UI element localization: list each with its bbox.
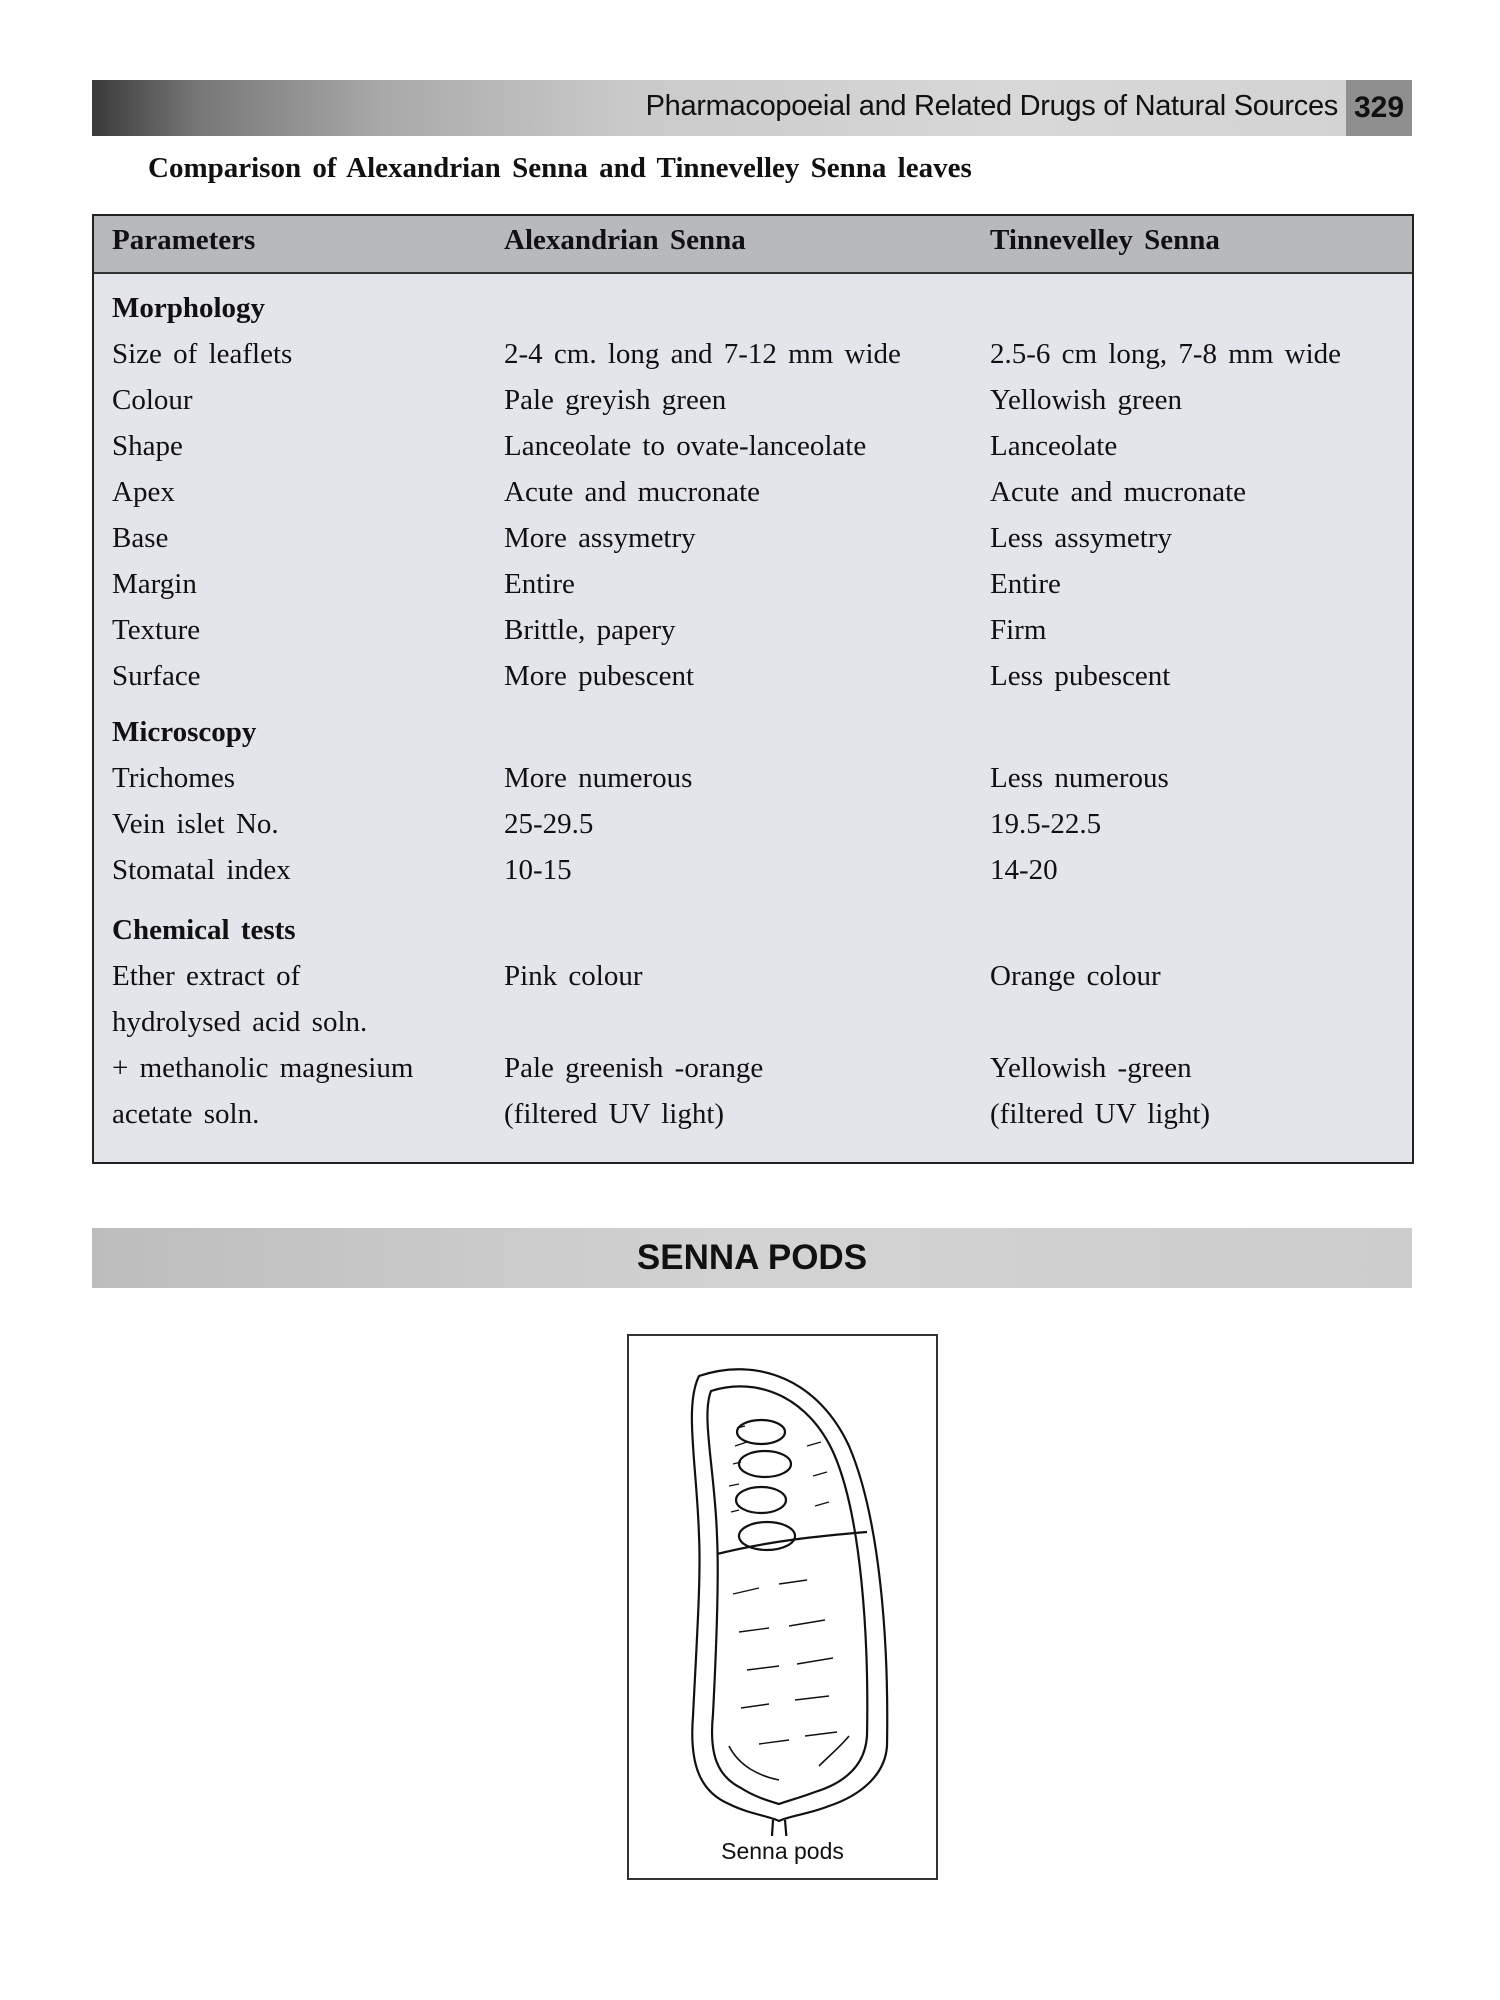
alexandrian-value: Brittle, papery bbox=[504, 614, 676, 646]
alexandrian-value: 25-29.5 bbox=[504, 808, 594, 840]
tinnevelley-value: Orange colour bbox=[990, 960, 1161, 992]
row-label: Base bbox=[112, 522, 169, 554]
alexandrian-value: (filtered UV light) bbox=[504, 1098, 725, 1130]
alexandrian-value: Pink colour bbox=[504, 960, 643, 992]
row-label: Trichomes bbox=[112, 762, 235, 794]
tinnevelley-value: Firm bbox=[990, 614, 1047, 646]
figure-senna-pods bbox=[627, 1334, 938, 1880]
table-caption: Comparison of Alexandrian Senna and Tinnevelley Senna leaves bbox=[148, 152, 972, 184]
row-label: hydrolysed acid soln. bbox=[112, 1006, 368, 1038]
alexandrian-value: 10-15 bbox=[504, 854, 572, 886]
tinnevelley-value: Entire bbox=[990, 568, 1061, 600]
row-label: + methanolic magnesium bbox=[112, 1052, 414, 1084]
page-header bbox=[92, 80, 1412, 136]
alexandrian-value: Pale greyish green bbox=[504, 384, 727, 416]
row-label: Stomatal index bbox=[112, 854, 291, 886]
row-label: Apex bbox=[112, 476, 175, 508]
section-heading-band bbox=[92, 1228, 1412, 1288]
alexandrian-value: More assymetry bbox=[504, 522, 696, 554]
alexandrian-value: Pale greenish -orange bbox=[504, 1052, 764, 1084]
alexandrian-value: Lanceolate to ovate-lanceolate bbox=[504, 430, 867, 462]
row-label: Size of leaflets bbox=[112, 338, 293, 370]
alexandrian-value: Entire bbox=[504, 568, 575, 600]
column-header-parameters: Parameters bbox=[112, 224, 256, 256]
tinnevelley-value: Less pubescent bbox=[990, 660, 1171, 692]
figure-caption: Senna pods bbox=[721, 1838, 844, 1864]
page-number: 329 bbox=[1346, 80, 1412, 136]
senna-pod-illustration bbox=[629, 1336, 936, 1836]
running-header-title: Pharmacopoeial and Related Drugs of Natural Sources bbox=[645, 90, 1338, 122]
table-header-row bbox=[94, 216, 1412, 274]
tinnevelley-value: 14-20 bbox=[990, 854, 1058, 886]
section-title-morphology: Morphology bbox=[112, 292, 266, 324]
row-label: acetate soln. bbox=[112, 1098, 260, 1130]
section-title-chemical-tests: Chemical tests bbox=[112, 914, 296, 946]
row-label: Shape bbox=[112, 430, 183, 462]
section-heading: SENNA PODS bbox=[636, 1238, 868, 1277]
tinnevelley-value: Acute and mucronate bbox=[990, 476, 1247, 508]
tinnevelley-value: Less numerous bbox=[990, 762, 1169, 794]
comparison-table bbox=[92, 214, 1414, 1164]
tinnevelley-value: Less assymetry bbox=[990, 522, 1172, 554]
tinnevelley-value: Lanceolate bbox=[990, 430, 1118, 462]
section-title-microscopy: Microscopy bbox=[112, 716, 257, 748]
tinnevelley-value: 2.5-6 cm long, 7-8 mm wide bbox=[990, 338, 1342, 370]
column-header-alexandrian: Alexandrian Senna bbox=[504, 224, 746, 256]
column-header-tinnevelley: Tinnevelley Senna bbox=[990, 224, 1220, 256]
alexandrian-value: 2-4 cm. long and 7-12 mm wide bbox=[504, 338, 901, 370]
alexandrian-value: Acute and mucronate bbox=[504, 476, 761, 508]
row-label: Colour bbox=[112, 384, 193, 416]
tinnevelley-value: Yellowish green bbox=[990, 384, 1182, 416]
tinnevelley-value: Yellowish -green bbox=[990, 1052, 1192, 1084]
alexandrian-value: More pubescent bbox=[504, 660, 695, 692]
alexandrian-value: More numerous bbox=[504, 762, 693, 794]
row-label: Ether extract of bbox=[112, 960, 301, 992]
row-label: Margin bbox=[112, 568, 197, 600]
tinnevelley-value: 19.5-22.5 bbox=[990, 808, 1102, 840]
row-label: Texture bbox=[112, 614, 201, 646]
tinnevelley-value: (filtered UV light) bbox=[990, 1098, 1211, 1130]
row-label: Vein islet No. bbox=[112, 808, 279, 840]
row-label: Surface bbox=[112, 660, 201, 692]
